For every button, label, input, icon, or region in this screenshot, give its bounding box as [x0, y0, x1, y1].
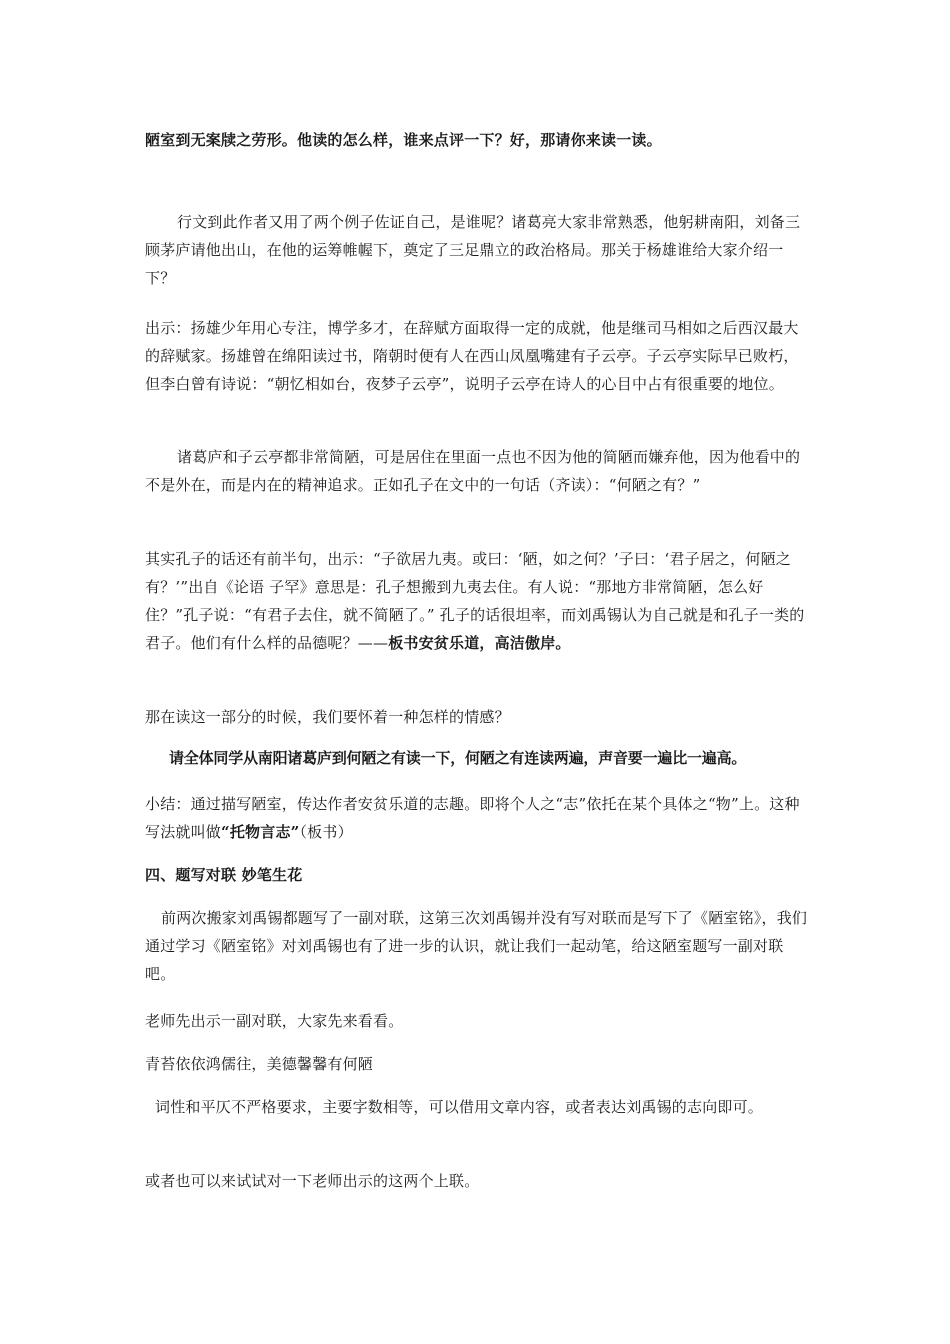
- summary-text: 小结：通过描写陋室，传达作者安贫乐道的志趣。即将个人之“志”依托在某个具体之“物”上。这种写法就叫做: [145, 795, 800, 841]
- paragraph-reading-emotion: 那在读这一部分的时候，我们要怀着一种怎样的情感？: [145, 708, 510, 726]
- paragraph-couplet-rules: 词性和平仄不严格要求，主要字数相等，可以借用文章内容，或者表达刘禹锡的志向即可。: [155, 1098, 764, 1116]
- board-note-technique: “托物言志”: [221, 823, 300, 841]
- confucius-quote-text: 其实孔子的话还有前半句，出示：“子欲居九夷。或曰：‘陋，如之何？’子曰：‘君子居之，何陋之有？’”出自《论语 子罕》意思是：孔子想搬到九夷去住。有人说：“那地方非常简陋，怎么好住？”孔子说：“有君子去住，就不简陋了。” 孔子的话很坦率，而刘禹锡认为自己就是和孔子一类的君子。他们有什么样的品德呢？——: [145, 550, 805, 652]
- paragraph-couplet-task: 前两次搬家刘禹锡都题写了一副对联，这第三次刘禹锡并没有写对联而是写下了《陋室铭》，我们通过学习《陋室铭》对刘禹锡也有了进一步的认识，就让我们一起动笔，给这陋室题写一副对联吧。: [145, 909, 808, 983]
- paragraph-class-reading: 请全体同学从南阳诸葛庐到何陋之有读一下，何陋之有连读两遍，声音要一遍比一遍高。: [169, 749, 747, 767]
- paragraph-examples-intro: 行文到此作者又用了两个例子佐证自己，是谁呢？诸葛亮大家非常熟悉，他躬耕南阳，刘备三顾茅庐请他出山，在他的运筹帷幄下，奠定了三足鼎立的政治格局。那关于杨雄谁给大家介绍一下？: [145, 213, 801, 287]
- paragraph-couplet-example: 青苔依依鸿儒往，美德馨馨有何陋: [145, 1055, 374, 1073]
- paragraph-couplet-challenge: 或者也可以来试试对一下老师出示的这两个上联。: [145, 1172, 480, 1190]
- paragraph-confucius-quote: [145, 545, 813, 657]
- paragraph-teacher-couplet-intro: 老师先出示一副对联，大家先来看看。: [145, 1012, 404, 1030]
- paragraph-summary: [145, 790, 813, 846]
- summary-board-tag: （板书）: [299, 823, 353, 841]
- paragraph-reading-prompt: 陋室到无案牍之劳形。他读的怎么样，谁来点评一下？好，那请你来读一读。: [145, 131, 662, 149]
- paragraph-yangxiong-info: 出示：扬雄少年用心专注，博学多才，在辞赋方面取得一定的成就，他是继司马相如之后西汉最大的辞赋家。扬雄曾在绵阳读过书，隋朝时便有人在西山凤凰嘴建有子云亭。子云亭实际早已败朽，但李白曾有诗说：“朝忆相如台，夜梦子云亭”，说明子云亭在诗人的心目中占有很重要的地位。: [145, 319, 799, 393]
- board-note-virtue: 板书安贫乐道，高洁傲岸。: [388, 634, 571, 652]
- paragraph-simple-dwellings: 诸葛庐和子云亭都非常简陋，可是居住在里面一点也不因为他的简陋而嫌弃他，因为他看中的不是外在，而是内在的精神追求。正如孔子在文中的一句话（齐读）：“何陋之有？”: [145, 448, 801, 494]
- section-heading-four: 四、题写对联 妙笔生花: [145, 866, 303, 884]
